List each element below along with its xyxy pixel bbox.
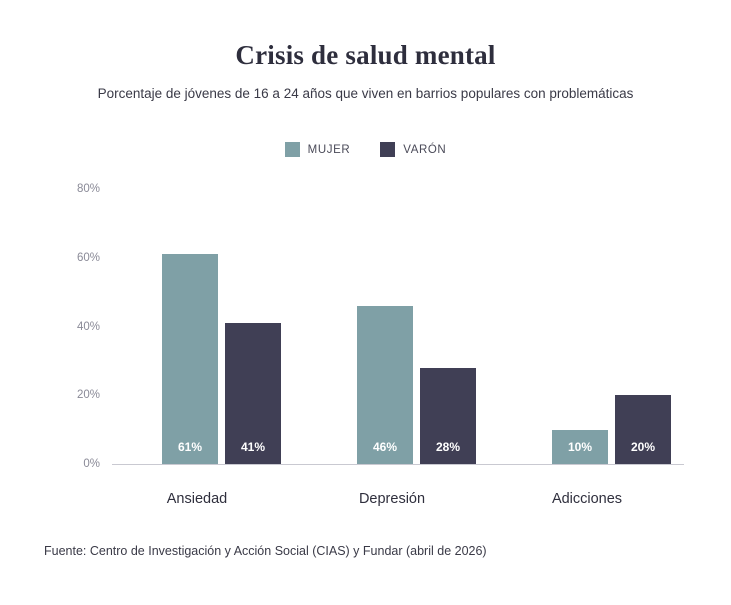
bar-depresion-mujer[interactable] <box>357 306 413 464</box>
bar-value-label: 41% <box>240 440 266 454</box>
x-tick-depresion: Depresión <box>358 491 426 507</box>
x-tick-ansiedad: Ansiedad <box>166 491 228 507</box>
y-tick-60: 60% <box>76 251 100 264</box>
bar-group-ansiedad <box>142 189 312 464</box>
x-tick-adicciones: Adicciones <box>551 491 623 507</box>
bar-ansiedad-varon[interactable] <box>225 323 281 464</box>
bar-group-depresion <box>337 189 507 464</box>
bar-ansiedad-mujer[interactable] <box>162 254 218 464</box>
bar-fill <box>162 254 218 464</box>
y-tick-80: 80% <box>76 183 100 195</box>
legend-label-mujer: MUJER <box>307 143 351 156</box>
chart-subtitle: Porcentaje de jóvenes de 16 a 24 años que viven en barrios populares con problemáticas <box>97 86 634 101</box>
source-note: Fuente: Centro de Investigación y Acción Social (CIAS) y Fundar (abril de 2026) <box>44 544 487 558</box>
bar-adicciones-mujer[interactable] <box>552 430 608 464</box>
page-title: Crisis de salud mental <box>235 40 496 70</box>
x-axis-line <box>112 464 684 465</box>
bar-value-label: 10% <box>567 440 593 454</box>
legend-item-varon[interactable] <box>380 142 446 157</box>
y-tick-40: 40% <box>76 320 100 333</box>
y-tick-0: 0% <box>83 458 100 470</box>
bar-group-adicciones <box>532 189 702 464</box>
bar-value-label: 28% <box>435 440 461 454</box>
bar-adicciones-varon[interactable] <box>615 395 671 464</box>
plot-wrapper <box>0 179 731 507</box>
bar-value-label: 61% <box>177 440 203 454</box>
legend-swatch-varon <box>380 142 395 157</box>
legend-swatch-mujer <box>285 142 300 157</box>
legend-item-mujer[interactable] <box>285 142 351 157</box>
plot-area <box>76 183 684 507</box>
bar-value-label: 46% <box>372 440 398 454</box>
bar-value-label: 20% <box>630 440 656 454</box>
legend-label-varon: VARÓN <box>403 143 447 156</box>
chart-legend <box>0 142 731 157</box>
y-tick-20: 20% <box>76 389 100 402</box>
bar-depresion-varon[interactable] <box>420 368 476 464</box>
